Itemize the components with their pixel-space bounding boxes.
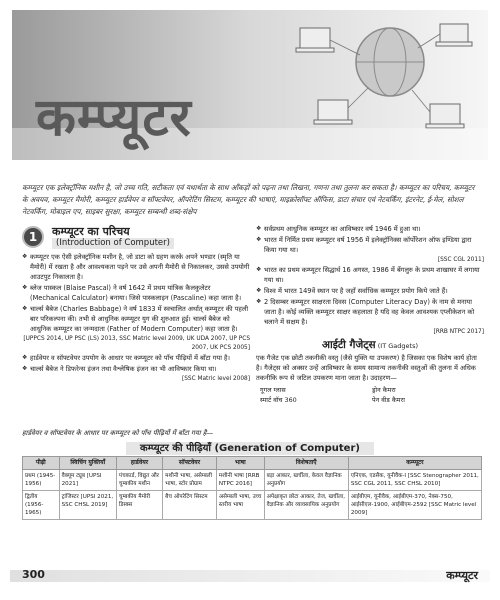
chapter-title: कम्प्यूटर <box>36 88 192 148</box>
table-header: सॉफ्टवेयर <box>163 457 217 470</box>
table-cell: चुम्बकीय मैमोरी डिस्क्स <box>116 491 162 520</box>
list-item: ❖ ब्लेज पास्कल (Blaise Pascal) ने वर्ष 1642 में प्रथम यांत्रिक कैलकुलेटर (Mechanical Calculator) बनाया। जिसे पास्कलाइन (Pascaline) कहा जाता है। <box>22 283 250 303</box>
list-item: ❖ भारत में निर्मित प्रथम कम्प्यूटर वर्ष 1956 में इलेक्ट्रॉनिक्स कॉर्पोरेशन ऑफ इण्डिया द्वारा किया गया था। <box>256 235 484 255</box>
exam-reference: [RRB NTPC 2017] <box>433 329 484 335</box>
table-cell: द्वितीय (1956-1965) <box>23 491 60 520</box>
table-row <box>23 491 482 520</box>
table-header: हार्डवेयर <box>116 457 162 470</box>
footer-bar <box>10 570 490 582</box>
gadgets-title: आईटी गैजेट्स <box>322 339 376 351</box>
gadget-example: पेन वीड कैमरा <box>372 396 405 404</box>
generations-table <box>22 456 482 520</box>
footer-label: कम्प्यूटर <box>446 569 478 582</box>
list-item: ❖ हार्डवेयर व सॉफ्टवेयर उपयोग के आधार पर कम्प्यूटर को पाँच पीढ़ियों में बाँटा गया है। <box>22 353 250 363</box>
table-cell: प्रथम (1945-1956) <box>23 470 60 491</box>
right-column <box>256 224 484 405</box>
table-header: पीढ़ी <box>23 457 60 470</box>
table-cell: मशीनी भाषा, असेम्बली भाषा, स्टोर प्रोग्राम <box>163 470 217 491</box>
table-cell: आईबीएम, यूनीवैक, आईबीएम-370, नेक्स-750, आईसीएल-1900, आईबीएम-2592 [SSC Matric level 2009] <box>348 491 481 520</box>
table-header: स्विचिंग युक्तियाँ <box>59 457 116 470</box>
gadgets-subtitle: (IT Gadgets) <box>377 342 418 350</box>
table-row <box>23 470 482 491</box>
gadget-example: ड्रोन कैमरा <box>372 386 396 394</box>
section-title: कम्प्यूटर का परिचय <box>52 225 130 238</box>
gadget-example: गूगल ग्लास <box>260 386 286 394</box>
list-item: ❖ चार्ल्स बैबेज (Charles Babbage) ने वर्ष 1833 में स्वचालित अर्थात् कम्प्यूटर की पहली बार परिकल्पना की। तभी से आधुनिक कम्प्यूटर युग की शुरुआत हुई। चार्ल्स बैबेज को आधुनिक कम्प्यूटर का जन्मदाता (Father of Modern Computer) कहा जाता है। <box>22 304 250 334</box>
banner <box>0 0 500 172</box>
table-cell: ट्रांजिस्टर [UPSI 2021, SSC CHSL 2019] <box>59 491 116 520</box>
exam-reference: [SSC CGL 2011] <box>437 257 484 263</box>
list-item: ❖ चार्ल्स बैबेज ने डिफरेन्स इंजन तथा वैश्लेषिक इंजन का भी आविष्कार किया था। <box>22 364 250 374</box>
table-title: कम्प्यूटर की पीढ़ियाँ (Generation of Computer) <box>0 440 500 454</box>
section-number: 1 <box>22 226 44 248</box>
table-cell: एनिएक, एडसैक, यूनीवैक-I [SSC Stenographer 2011, SSC CGL 2011, SSC CHSL 2010] <box>348 470 481 491</box>
table-header: कम्प्यूटर <box>348 457 481 470</box>
table-cell: बड़ा आकार, खर्चीला, केवल वैज्ञानिक अनुप्रयोग <box>264 470 348 491</box>
page-footer <box>0 566 500 584</box>
list-item: ❖ 2 दिसम्बर कम्प्यूटर साक्षरता दिवस (Computer Literacy Day) के नाम से मनाया जाता है। कोई व्यक्ति कम्प्यूटर साक्षर कहलाता है यदि वह केवल आवश्यक एप्लीकेशन को चलाने में सक्षम है। <box>256 297 484 327</box>
list-item: ❖ विश्व में भारत 149वें स्थान पर है जहाँ सर्वाधिक कम्प्यूटर प्रयोग किये जाते हैं। <box>256 286 484 296</box>
table-cell: मशीनी भाषा [RRB NTPC 2016] <box>216 470 264 491</box>
gadgets-examples <box>260 385 484 405</box>
list-item: ❖ सर्वप्रथम आधुनिक कम्प्यूटर का आविष्कार वर्ष 1946 में हुआ था। <box>256 224 484 234</box>
table-header: भाषा <box>216 457 264 470</box>
exam-reference: [UPPCS 2014, UP PSC (LS) 2013, SSC Matric level 2009, UK UDA 2007, UP PCS 2007, UK PCS 2005] <box>23 336 250 351</box>
table-cell: पंचकार्ड, विद्युत और चुम्बकीय मशीन <box>116 470 162 491</box>
left-column <box>22 224 250 384</box>
section-subtitle: (Introduction of Computer) <box>52 238 174 249</box>
gadgets-heading <box>256 340 484 351</box>
gadgets-text: एक गैजेट एक छोटी तकनीकी वस्तु (जैसे युक्ति या उपकरण) है जिसका एक विशेष कार्य होता है। गैजेट्स को अक्सर उन्हें आविष्कार के समय सामान्य तकनीकी वस्तुओं की तुलना में अधिक तकनीकि रूप से जटिल उपकरण माना जाता है। उदाहरण— <box>256 354 477 382</box>
table-cell: अपेक्षाकृत छोटा आकार, तेज, खर्चीला, वैज्ञानिक और व्यावसायिक अनुप्रयोग <box>264 491 348 520</box>
table-cell: बैच ऑपरेटिंग सिस्टम <box>163 491 217 520</box>
table-header-row <box>23 457 482 470</box>
gadget-example: स्मार्ट वॉच 360 <box>260 396 297 404</box>
generations-intro: हार्डवेयर व सॉफ्टवेयर के आधार पर कम्प्यूटर को पाँच पीढ़ियों में बाँटा गया है— <box>22 429 214 437</box>
section-heading <box>22 224 250 250</box>
intro-paragraph: कम्प्यूटर एक इलेक्ट्रॉनिक मशीन है, जो उच्च गति, सटीकता एवं यथार्थता के साथ आँकड़ों को पढ़ना तथा लिखना, गणना तथा तुलना कर सकता है। कम्प्यूटर का परिचय, कम्प्यूटर के अवयव, कम्प्यूटर मैमोरी, कम्प्यूटर हार्डवेयर व सॉफ्टवेयर, ऑपरेटिंग सिस्टम, कम्प्यूटर की भाषाएं, माइक्रोसॉफ्ट ऑफिस, डाटा संचार एवं नेटवर्किंग, इंटरनेट, ई-मेल, सोशल नेटवर्किंग, मोबाइल एप, साइबर सुरक्षा, कम्प्यूटर सम्बन्धी शब्द-संक्षेप <box>22 183 475 216</box>
list-item: ❖ कम्प्यूटर एक ऐसी इलेक्ट्रॉनिक मशीन है, जो डाटा को ग्रहण करके अपने भण्डार (स्मृति या मैमोरी) में रखता है और आवश्यकता पड़ने पर उसे अपनी मैमोरी से निकालकर, उससे उपयोगी आउटपुट निकालता है। <box>22 252 250 282</box>
exam-reference: [SSC Matric level 2008] <box>181 376 250 382</box>
table-cell: वैक्यूम ट्यूब [UPSI 2021] <box>59 470 116 491</box>
table-header: विशेषताएँ <box>264 457 348 470</box>
list-item: ❖ भारत का प्रथम कम्प्यूटर सिद्धार्थ 16 अगस्त, 1986 में बेंगलुरु के प्रथम शाखाघर में लगाया गया था। <box>256 265 484 285</box>
page-number: 300 <box>22 568 45 581</box>
table-cell: असेम्बली भाषा, उच्च स्तरीय भाषा <box>216 491 264 520</box>
